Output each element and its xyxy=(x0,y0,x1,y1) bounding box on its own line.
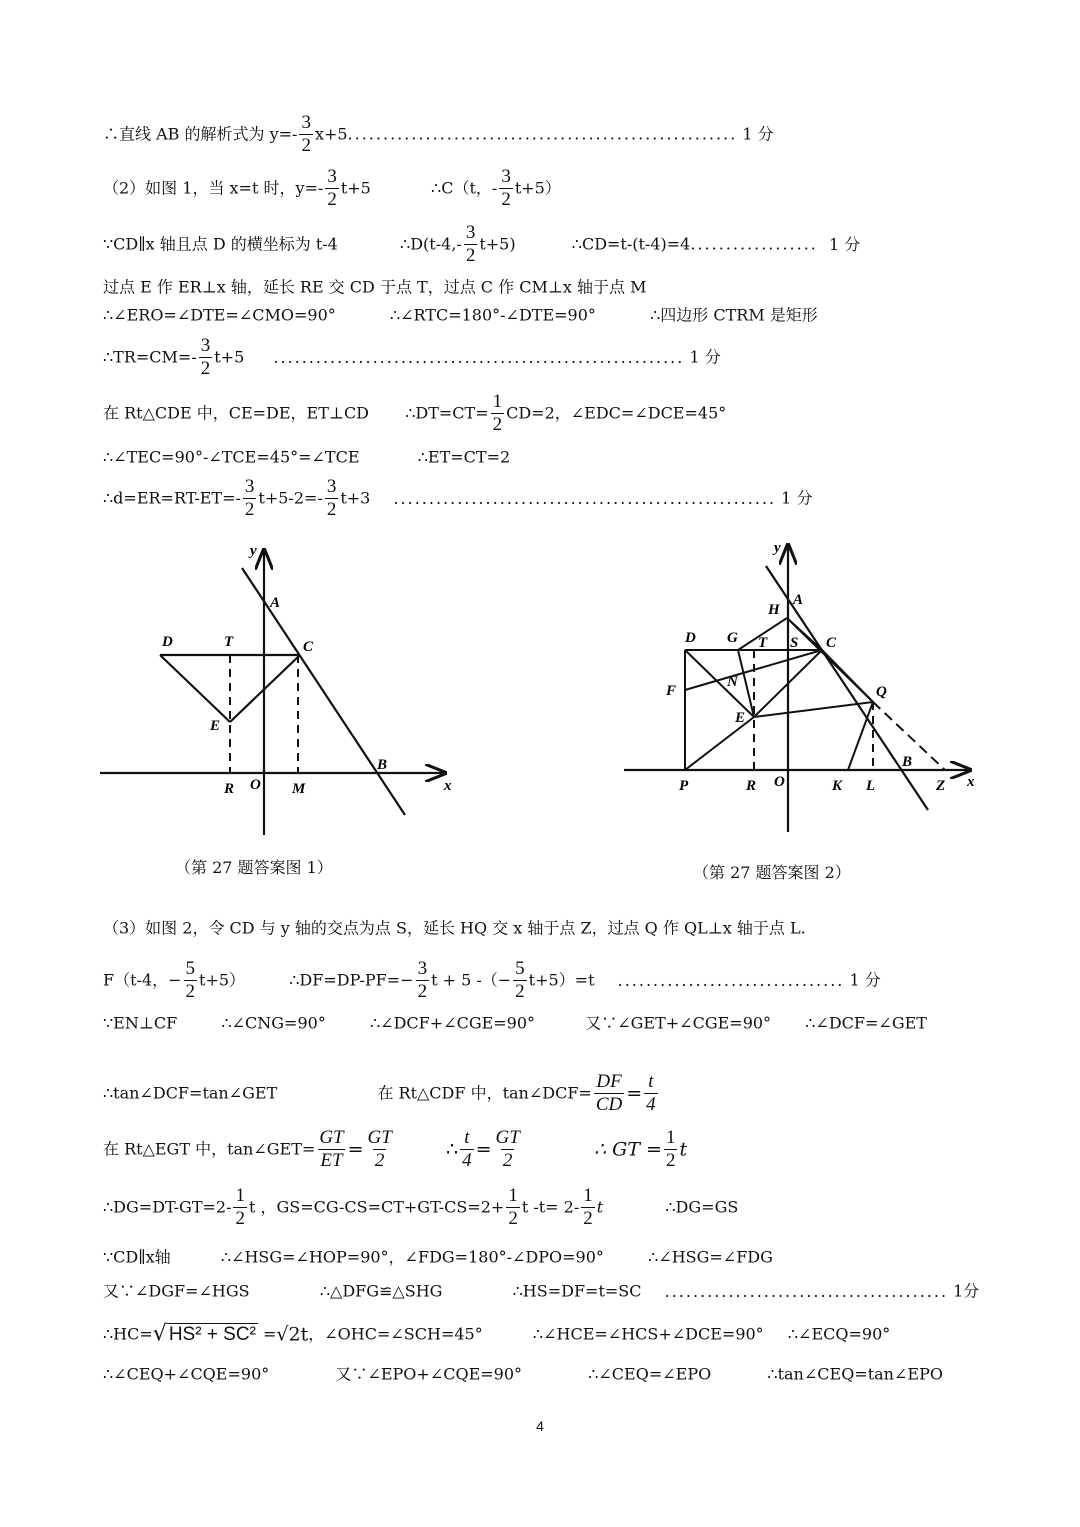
label-o: O xyxy=(250,777,261,793)
svg-text:G: G xyxy=(727,630,738,646)
figure-2 xyxy=(615,535,990,840)
fraction: $\frac{3}{2}$ xyxy=(301,112,311,156)
label-m: M xyxy=(292,781,306,797)
svg-text:F: F xyxy=(666,683,677,699)
line-18: ∴HC=√ HS² + SC² =√2t，∠OHC=∠SCH=45° ∴∠HCE=∠HCS+∠DCE=90° ∴∠ECQ=90° xyxy=(103,1321,891,1347)
svg-text:A: A xyxy=(793,592,804,608)
figure-1 xyxy=(90,540,470,845)
svg-text:Q: Q xyxy=(876,684,887,700)
svg-text:T: T xyxy=(758,635,768,651)
line-7: 在 Rt△CDE 中，CE=DE，ET⊥CD ∴DT=CT= $\frac{1}{2}$ CD=2，∠EDC=∠DCE=45° xyxy=(103,391,727,435)
line-19: ∴∠CEQ+∠CQE=90° 又∵∠EPO+∠CQE=90° ∴∠CEQ=∠EPO ∴tan∠CEQ=tan∠EPO xyxy=(103,1364,943,1384)
label-e: E xyxy=(210,718,221,734)
score-label: 1 分 xyxy=(828,234,861,254)
line-ab xyxy=(242,568,405,815)
label-y: y xyxy=(250,543,257,559)
score-label: 1 分 xyxy=(849,970,881,990)
line-14: 在 Rt△EGT 中，tan∠GET= $\frac{GT}{ET}$ = $\frac{GT}{2}$ ∴ $\frac{t}{4}$ = $\frac{GT}{2}$ ∴ GT = $\frac{1}{2}$ t xyxy=(103,1127,688,1171)
label-d: D xyxy=(162,634,173,650)
score-label: 1分 xyxy=(953,1281,980,1301)
segment-de xyxy=(160,655,230,722)
score-label: 1 分 xyxy=(742,124,774,144)
label-c: C xyxy=(303,639,314,655)
line-4: 过点 E 作 ER⊥x 轴，延长 RE 交 CD 于点 T，过点 C 作 CM⊥x 轴于点 M xyxy=(103,277,647,297)
svg-text:N: N xyxy=(727,674,738,690)
label-x: x xyxy=(444,778,452,794)
leader-dots: ....................................................... xyxy=(347,124,738,144)
svg-text:D: D xyxy=(685,630,696,646)
svg-text:Z: Z xyxy=(936,778,946,794)
figure-2-caption: （第 27 题答案图 2） xyxy=(693,863,851,882)
svg-text:x: x xyxy=(967,774,975,790)
svg-text:C: C xyxy=(826,635,837,651)
label-b: B xyxy=(377,757,388,773)
line-15: ∴DG=DT-GT=2- $\frac{1}{2}$ t ，GS=CG-CS=CT+GT-CS=2+ $\frac{1}{2}$ t -t= 2- $\frac{1}{2}$ t ∴DG=GS xyxy=(103,1185,739,1229)
line-2: （2）如图 1，当 x=t 时，y=- $\frac{3}{2}$ t+5 ∴C（t，- $\frac{3}{2}$ t+5） xyxy=(103,166,561,210)
svg-text:S: S xyxy=(790,635,799,651)
svg-text:y: y xyxy=(774,540,781,556)
line-16: ∵CD∥x轴 ∴∠HSG=∠HOP=90°，∠FDG=180°-∠DPO=90° ∴∠HSG=∠FDG xyxy=(103,1247,773,1267)
score-label: 1 分 xyxy=(689,347,721,367)
line-5: ∴∠ERO=∠DTE=∠CMO=90° ∴∠RTC=180°-∠DTE=90° ∴四边形 CTRM 是矩形 xyxy=(103,305,818,325)
svg-text:R: R xyxy=(746,778,757,794)
line-12: ∵EN⊥CF ∴∠CNG=90° ∴∠DCF+∠CGE=90° 又∵∠GET+∠CGE=90° ∴∠DCF=∠GET xyxy=(103,1013,927,1033)
line-10: （3）如图 2，令 CD 与 y 轴的交点为点 S，延长 HQ 交 x 轴于点 Z，过点 Q 作 QL⊥x 轴于点 L. xyxy=(103,918,806,938)
svg-text:K: K xyxy=(832,778,843,794)
line-11: F（t-4，− $\frac{5}{2}$ t+5） ∴DF=DP-PF=− $\frac{3}{2}$ t + 5 -（− $\frac{5}{2}$ t+5）=t ................................ 1 分 xyxy=(103,958,881,1002)
line-17: 又∵∠DGF=∠HGS ∴△DFG≌△SHG ∴HS=DF=t=SC ........................................ 1分 xyxy=(103,1281,980,1301)
figure-1-caption: （第 27 题答案图 1） xyxy=(175,858,333,877)
line-13: ∴tan∠DCF=tan∠GET 在 Rt△CDF 中，tan∠DCF= $\frac{DF}{CD}$ = $\frac{t}{4}$ xyxy=(103,1071,656,1115)
svg-text:O: O xyxy=(774,774,785,790)
svg-text:L: L xyxy=(866,778,876,794)
page-number: 4 xyxy=(536,1418,544,1434)
svg-text:P: P xyxy=(679,778,689,794)
label-t: T xyxy=(224,634,234,650)
label-a: A xyxy=(270,595,281,611)
score-label: 1 分 xyxy=(781,488,813,508)
svg-text:H: H xyxy=(768,602,780,618)
svg-text:B: B xyxy=(902,754,913,770)
line-1: ∴直线 AB 的解析式为 y=- $\frac{3}{2}$ x+5....................................................... 1 分 xyxy=(103,112,774,156)
label-r: R xyxy=(224,781,235,797)
line-ab xyxy=(766,566,928,810)
line-6: ∴TR=CM=- $\frac{3}{2}$ t+5 .......................................................... 1 分 xyxy=(103,335,721,379)
line-9: ∴d=ER=RT-ET=- $\frac{3}{2}$ t+5-2=- $\frac{3}{2}$ t+3 ...................................................... 1 分 xyxy=(103,476,813,520)
line-3: ∵CD∥x 轴且点 D 的横坐标为 t-4 ∴D(t-4,- $\frac{3}{2}$ t+5) ∴CD=t-(t-4)=4.................. 1 分 xyxy=(103,222,861,266)
svg-text:E: E xyxy=(735,710,746,726)
line-8: ∴∠TEC=90°-∠TCE=45°=∠TCE ∴ET=CT=2 xyxy=(103,447,511,467)
